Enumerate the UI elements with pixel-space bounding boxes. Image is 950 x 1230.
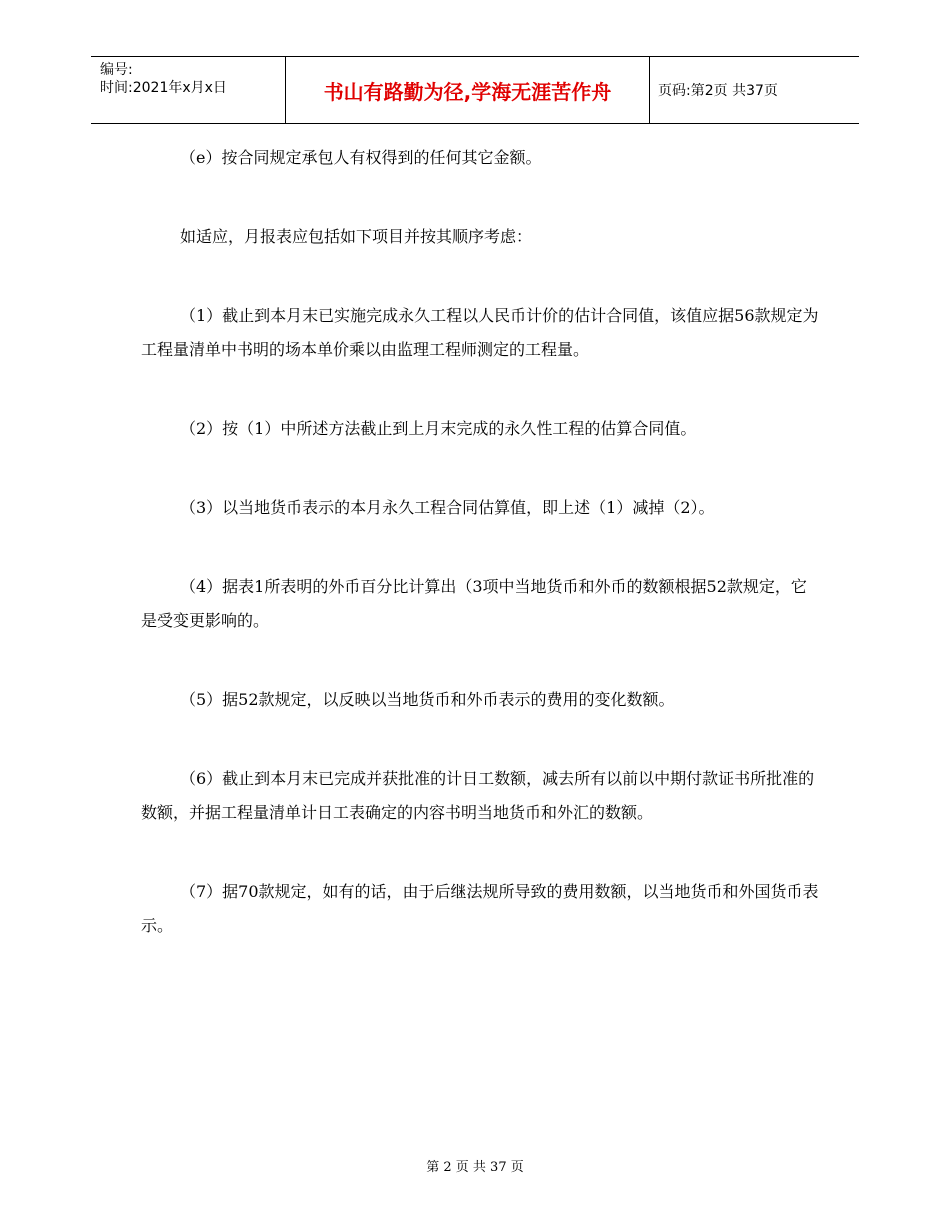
page-footer: 第 2 页 共 37 页 [426,1160,524,1175]
header-meta [100,61,227,97]
page-header [91,56,859,124]
paragraph-item-4: （4）据表1所表明的外币百分比计算出（3项中当地货币和外币的数额根据52款规定，它是受变更影响的。 [141,577,807,630]
paragraph-item-2: （2）按（1）中所述方法截止到上月末完成的永久性工程的估算合同值。 [180,419,697,438]
paragraph-item-3: （3）以当地货币表示的本月永久工程合同估算值，即上述（1）减掉（2）。 [180,498,715,517]
paragraph-intro: 如适应，月报表应包括如下项目并按其顺序考虑： [180,227,533,246]
paragraph-item-7: （7）据70款规定，如有的话，由于后继法规所导致的费用数额，以当地货币和外国货币表示。 [141,882,819,935]
header-time-label: 时间:2021年x月x日 [100,80,227,96]
paragraph-e: （e）按合同规定承包人有权得到的任何其它金额。 [180,148,542,167]
paragraph-item-6: （6）截止到本月末已完成并获批准的计日工数额，减去所有以前以中期付款证书所批准的数额，并据工程量清单计日工表确定的内容书明当地货币和外汇的数额。 [141,769,815,822]
document-body [141,141,821,988]
header-divider-right [649,57,650,123]
paragraph-item-5: （5）据52款规定，以反映以当地货币和外币表示的费用的变化数额。 [180,690,675,709]
header-number-label: 编号: [100,62,133,78]
header-motto: 书山有路勤为径,学海无涯苦作舟 [323,79,612,104]
header-page-info: 页码:第2页 共37页 [658,83,778,99]
paragraph-item-1: （1）截止到本月末已实施完成永久工程以人民币计价的估计合同值，该值应据56款规定为工程量清单中书明的场本单价乘以由监理工程师测定的工程量。 [141,306,819,359]
